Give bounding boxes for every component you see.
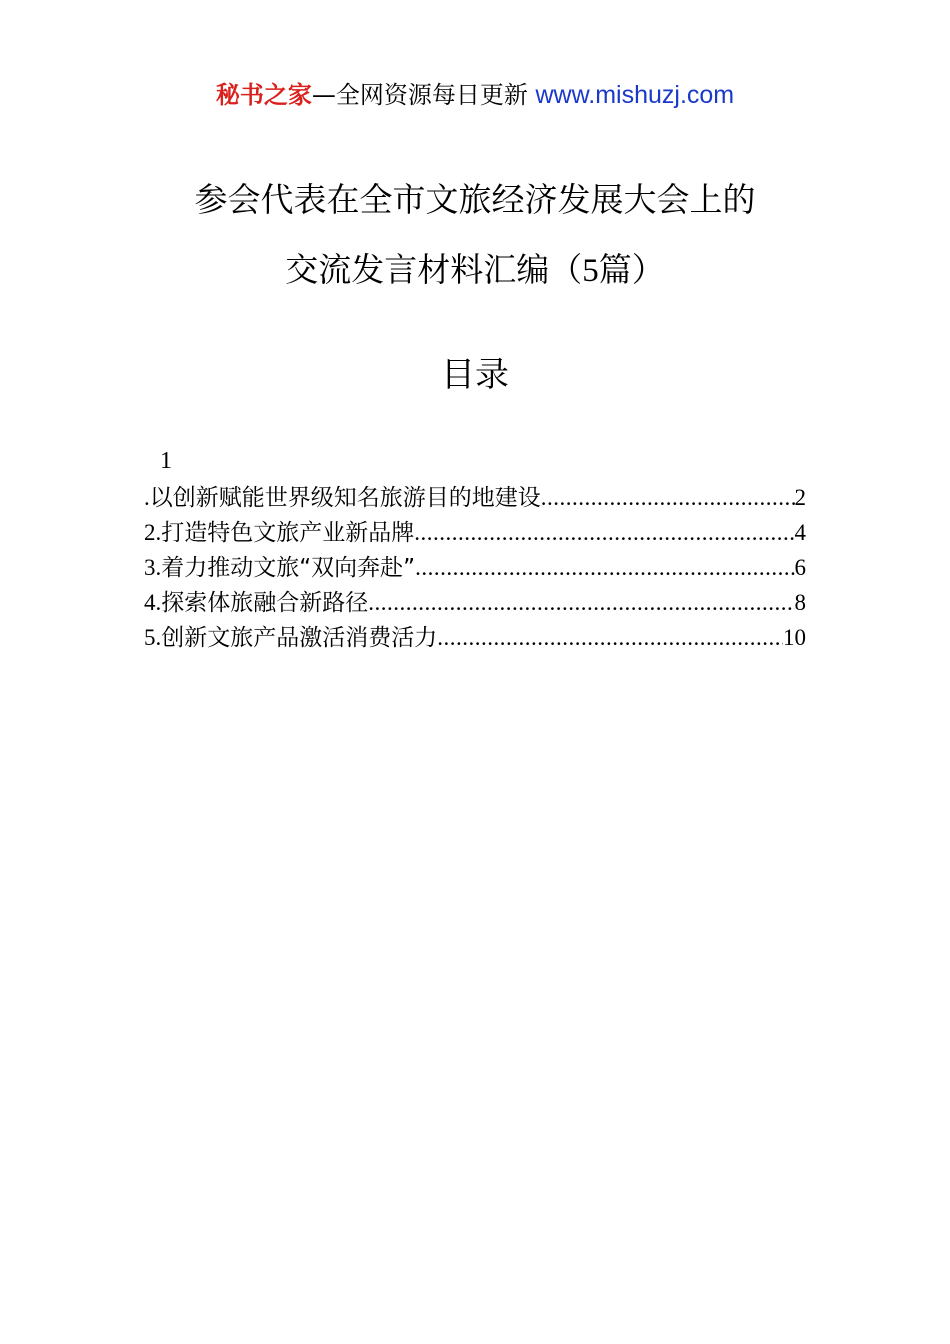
- toc-entry-number: 2.: [144, 520, 162, 545]
- toc-dot-leader: [368, 585, 794, 620]
- toc-dot-leader: [541, 480, 795, 515]
- document-title-line-1: [0, 178, 950, 222]
- toc-entry-page: 6: [794, 555, 806, 580]
- toc-entry-page: 8: [794, 590, 806, 615]
- table-of-contents: [144, 480, 806, 655]
- brand-name: 秘书之家: [215, 81, 312, 109]
- toc-entry-page: 2: [794, 485, 806, 510]
- toc-entry[interactable]: [144, 480, 806, 515]
- toc-entry-number: .: [144, 485, 150, 510]
- toc-entry-title: 着力推动文旅“双向奔赴”: [161, 555, 416, 581]
- toc-entry-title: 打造特色文旅产业新品牌: [161, 520, 415, 546]
- toc-entry-number: 5.: [144, 625, 162, 650]
- toc-entry[interactable]: [144, 515, 806, 550]
- title-line-2-suffix: 篇）: [598, 250, 665, 289]
- toc-entry[interactable]: [144, 585, 806, 620]
- site-url-link[interactable]: www.mishuzj.com: [535, 81, 735, 109]
- toc-dot-leader: [437, 620, 783, 655]
- toc-heading: 目录: [441, 355, 509, 395]
- title-line-2-prefix: 交流发言材料汇编（: [285, 250, 583, 289]
- toc-entry[interactable]: [144, 550, 806, 585]
- toc-entry-title: 探索体旅融合新路径: [161, 590, 369, 616]
- toc-entry[interactable]: [144, 620, 806, 655]
- toc-entry-page: 10: [783, 625, 806, 650]
- toc-entry-number: 3.: [144, 555, 162, 580]
- site-banner: [0, 78, 950, 112]
- toc-first-number: 1: [160, 448, 172, 474]
- toc-dot-leader: [414, 515, 794, 550]
- title-count-number: 5: [582, 253, 599, 289]
- document-title-line-2: [0, 248, 950, 293]
- toc-entry-page: 4: [794, 520, 806, 545]
- toc-entry-title: 创新文旅产品激活消费活力: [161, 625, 438, 651]
- title-line-1-text: 参会代表在全市文旅经济发展大会上的: [194, 180, 756, 219]
- toc-dot-leader: [415, 550, 794, 585]
- toc-entry-title: 以创新赋能世界级知名旅游目的地建设: [149, 485, 541, 511]
- toc-entry-number: 4.: [144, 590, 162, 615]
- banner-tagline: —全网资源每日更新: [311, 81, 536, 109]
